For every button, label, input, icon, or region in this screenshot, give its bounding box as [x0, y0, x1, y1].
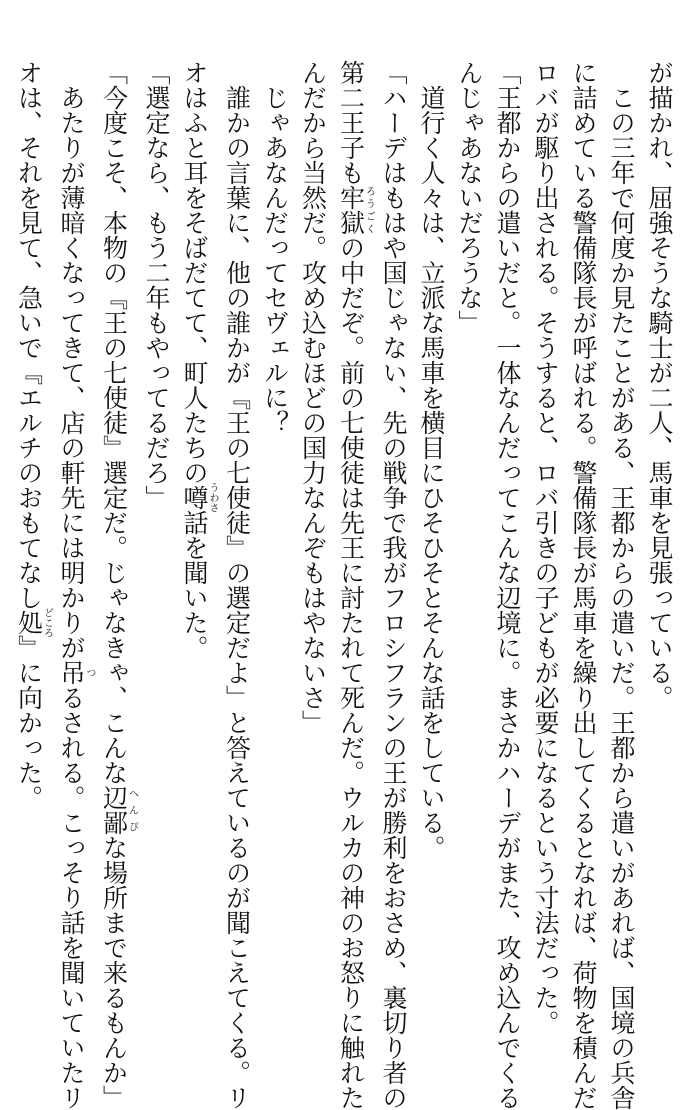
line-text-before-ruby: オは、それを見て、急いで『エルチのおもてなし [14, 60, 44, 610]
text-line [95, 60, 138, 1110]
text-line: 「ハーデはもはや国じゃない、先の戦争で我がフロシフランの王が勝利をおさめ、裏切り者の [379, 60, 408, 1110]
line-text-after-ruby: るされる。こっそり話を聞いていたリ [57, 685, 86, 1110]
vertical-text-body [14, 60, 678, 1110]
text-line: この三年で何度か見たことがある、王都からの遣いだ。王都から遣いがあれば、国境の兵舎 [607, 60, 636, 1110]
text-line: 「選定なら、もう二年もやってるだろ」 [142, 60, 171, 510]
ruby-word [99, 785, 138, 835]
ruby-base: 牢獄 [336, 185, 366, 235]
line-text-after-ruby: の中だぞ。前の七使徒は先王に討たれて死んだ。ウルカの神のお怒りに触れた [336, 235, 366, 1110]
ruby-reading: ろうごく [363, 185, 375, 235]
ruby-reading: つ [84, 660, 95, 685]
line-text-before-ruby: 「今度こそ、本物の『王の七使徒』選定だ。じゃなきゃ、こんな [99, 60, 129, 785]
ruby-word [14, 607, 53, 638]
text-line [52, 60, 95, 1110]
ruby-base: 吊 [57, 660, 86, 685]
text-line: じゃあなんだってセヴェルに？ [260, 60, 290, 435]
ruby-word [180, 482, 218, 513]
text-line: ロバが駆り出される。そうすると、ロバ引きの子どもが必要になるという寸法だった。 [531, 60, 560, 1035]
line-text-before-ruby: オはふと耳をそばだてて、町人たちの [180, 60, 209, 485]
line-text-after-ruby: な場所まで来るもんか」 [99, 835, 129, 1110]
line-text-before-ruby: 第二王子も [336, 60, 366, 185]
ruby-word [336, 185, 375, 235]
text-line: んだから当然だ。攻め込むほどの国力なんぞもはやないさ」 [298, 60, 328, 735]
text-line [332, 60, 375, 1110]
ruby-word [57, 660, 95, 685]
text-line: 「王都からの遣いだと。一体なんだってこんな辺境に。まさかハーデがまた、攻め込んでくる [493, 60, 522, 1110]
text-line: が描かれ、屈強そうな騎士が二人、馬車を見張っている。 [645, 60, 674, 710]
text-line: んじゃあないだろうな」 [455, 60, 484, 335]
line-text-before-ruby: あたりが薄暗くなってきて、店の軒先には明かりが [57, 60, 86, 660]
line-text-after-ruby: 』に向かった。 [14, 635, 44, 810]
line-text-after-ruby: 話を聞いた。 [180, 510, 209, 660]
text-line: 誰かの言葉に、他の誰かが『王の七使徒』の選定だよ」と答えているのが聞こえてくる。リ [222, 60, 252, 1110]
text-line [10, 60, 53, 965]
ruby-reading: どころ [41, 607, 53, 638]
ruby-base: 処 [14, 607, 44, 638]
ruby-reading: へんぴ [126, 785, 138, 835]
ruby-base: 辺鄙 [99, 785, 129, 835]
ruby-base: 噂 [180, 482, 209, 513]
ruby-reading: うわさ [207, 482, 218, 513]
text-line: 道行く人々は、立派な馬車を横目にひそひそとそんな話をしている。 [417, 60, 446, 860]
text-line: に詰めている警備隊長が呼ばれる。警備隊長が馬車を繰り出してくるとなれば、荷物を積んだ [569, 60, 598, 1110]
text-line [175, 60, 218, 965]
